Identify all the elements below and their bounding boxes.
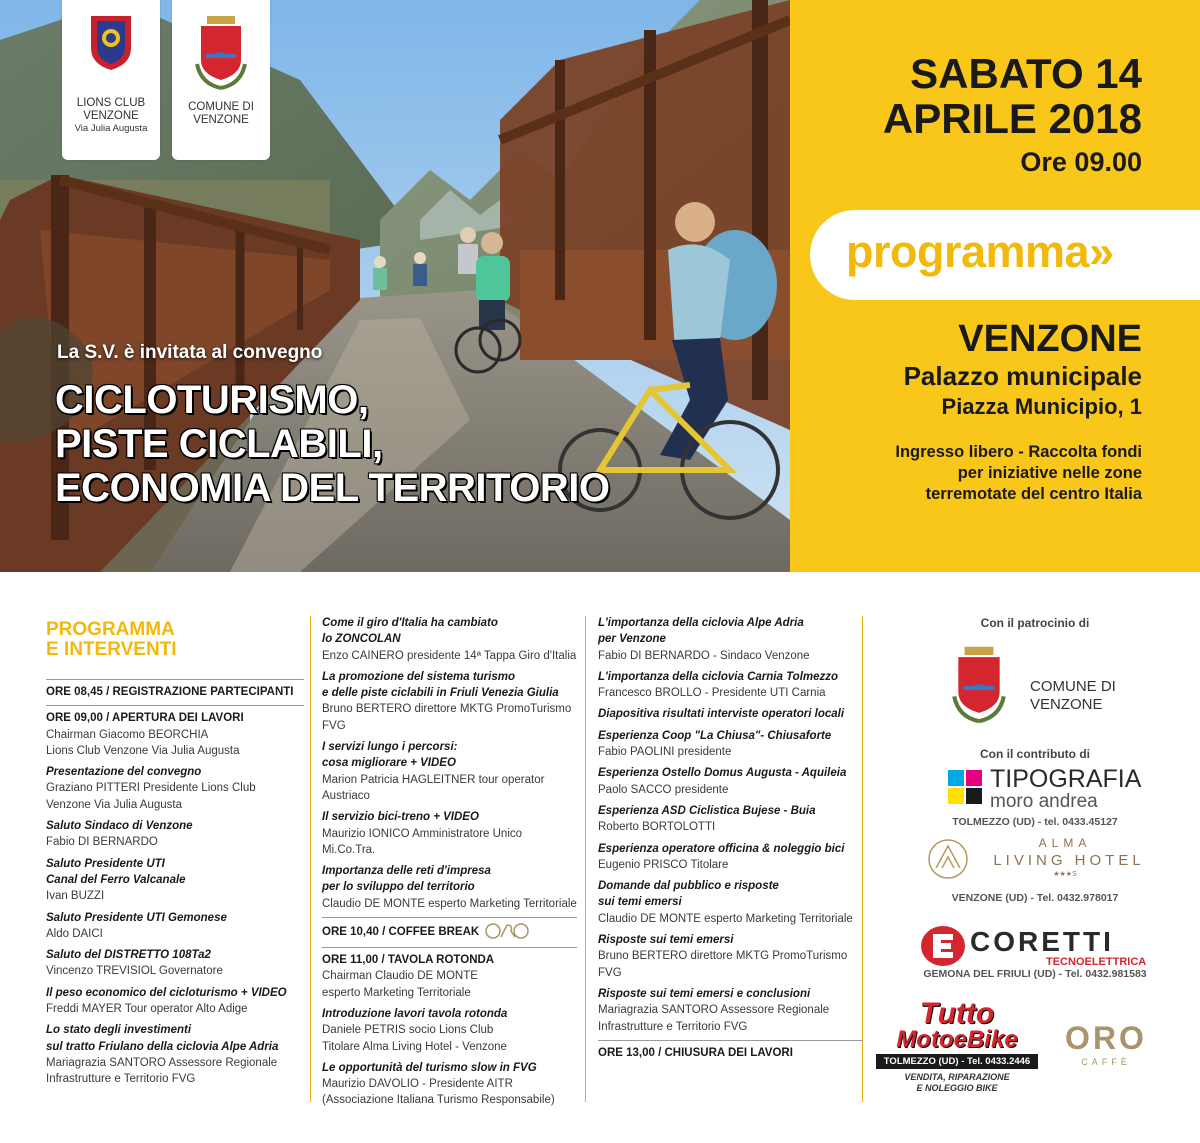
program-item-speaker: Claudio DE MONTE esperto Marketing Territoriale bbox=[598, 912, 853, 925]
program-item-speaker: Infrastrutture e Territorio FVG bbox=[598, 1020, 748, 1033]
program-item-title: Il peso economico del cicloturismo + VIDEO bbox=[46, 986, 287, 999]
program-item-speaker: esperto Marketing Territoriale bbox=[322, 986, 471, 999]
program-item-speaker: Francesco BROLLO - Presidente UTI Carnia bbox=[598, 687, 826, 700]
separator-line bbox=[46, 705, 304, 706]
program-item-title: Esperienza operatore officina & noleggio bici bbox=[598, 842, 845, 855]
tipografia-name: TIPOGRAFIA bbox=[990, 765, 1142, 793]
program-item-title: Introduzione lavori tavola rotonda bbox=[322, 1007, 508, 1020]
program-item bbox=[46, 910, 304, 943]
program-item bbox=[598, 669, 863, 702]
program-item-title: ORE 08,45 / REGISTRAZIONE PARTECIPANTI bbox=[46, 686, 294, 698]
program-item bbox=[598, 841, 863, 874]
sponsor-comune-line-2: VENZONE bbox=[1030, 696, 1103, 713]
program-item-speaker: Graziano PITTERI Presidente Lions Club bbox=[46, 782, 256, 795]
program-item-speaker: Titolare Alma Living Hotel - Venzone bbox=[322, 1040, 507, 1053]
comune-logo bbox=[172, 0, 270, 160]
program-item-title: ORE 10,40 / COFFEE BREAK bbox=[322, 922, 577, 942]
sponsor-comune-line-1: COMUNE DI bbox=[1030, 678, 1116, 695]
coretti-e-icon bbox=[920, 924, 966, 968]
program-item-speaker: Fabio DI BERNARDO bbox=[46, 836, 158, 849]
programma-label: programma» bbox=[846, 226, 1114, 277]
program-column-3 bbox=[598, 615, 863, 1066]
program-item-speaker: Enzo CAINERO presidente 14ª Tappa Giro d'Italia bbox=[322, 649, 577, 662]
program-item-title: Le opportunità del turismo slow in FVG bbox=[322, 1061, 537, 1074]
oro-caffe-icon bbox=[485, 922, 529, 942]
program-item bbox=[322, 739, 577, 804]
oro-name: ORO bbox=[1065, 1020, 1147, 1056]
program-item-speaker: Infrastrutture e Territorio FVG bbox=[46, 1073, 196, 1086]
program-item-speaker: Marion Patricia HAGLEITNER tour operator Austriaco bbox=[322, 773, 545, 802]
lions-club-logo bbox=[62, 0, 160, 160]
program-item-speaker: Ivan BUZZI bbox=[46, 890, 105, 903]
venue-note-line-1: Ingresso libero - Raccolta fondi bbox=[895, 443, 1142, 461]
oro-caffe-logo bbox=[1056, 1020, 1156, 1067]
program-item-title: Saluto Presidente UTI bbox=[46, 857, 165, 870]
patrocinio-caption: Con il patrocinio di bbox=[980, 616, 1090, 630]
title-line-1: CICLOTURISMO, bbox=[55, 378, 369, 422]
program-item bbox=[46, 705, 304, 759]
lions-line1: LIONS CLUB bbox=[76, 97, 146, 109]
program-item bbox=[598, 765, 863, 798]
program-item-title: Esperienza Coop "La Chiusa"- Chiusaforte bbox=[598, 729, 832, 742]
program-item-speaker: Mariagrazia SANTORO Assessore Regionale bbox=[598, 1004, 830, 1017]
invite-line: La S.V. è invitata al convegno bbox=[57, 342, 323, 363]
tutto-line2: MotoeBike bbox=[896, 1026, 1018, 1053]
program-item-title: ORE 09,00 / APERTURA DEI LAVORI bbox=[46, 712, 244, 725]
program-item-speaker: Maurizio IONICO Amministratore Unico Mi.Co.Tra. bbox=[322, 827, 523, 856]
program-item-title: Lo stato degli investimenti bbox=[46, 1024, 192, 1037]
separator-line bbox=[322, 917, 577, 918]
tutto-moto-bike-logo bbox=[876, 997, 1038, 1094]
program-item bbox=[46, 679, 304, 700]
program-item-speaker: Vincenzo TREVISIOL Governatore bbox=[46, 965, 223, 978]
program-item bbox=[598, 1040, 863, 1061]
program-item-title: Esperienza ASD Ciclistica Bujese - Buia bbox=[598, 804, 816, 817]
tutto-line1: Tutto bbox=[919, 997, 995, 1030]
program-item-speaker: Bruno BERTERO direttore MKTG PromoTurismo FVG bbox=[598, 950, 848, 979]
coretti-sub: TECNOELETTRICA bbox=[1046, 956, 1147, 968]
alma-line2: LIVING HOTEL bbox=[993, 852, 1145, 869]
program-item-title: ORE 13,00 / CHIUSURA DEI LAVORI bbox=[598, 1046, 793, 1059]
program-item bbox=[598, 728, 863, 761]
program-item-title: Esperienza Ostello Domus Augusta - Aquileia bbox=[598, 767, 847, 780]
program-item-title: Saluto Presidente UTI Gemonese bbox=[46, 911, 227, 924]
separator-line bbox=[46, 679, 304, 680]
program-item-speaker: (Associazione Italiana Turismo Responsabile) bbox=[322, 1094, 555, 1107]
venue-city: VENZONE bbox=[958, 318, 1142, 360]
program-item-speaker: Lions Club Venzone Via Julia Augusta bbox=[46, 744, 240, 757]
program-item-speaker: Fabio PAOLINI presidente bbox=[598, 746, 732, 759]
lions-line2: VENZONE bbox=[83, 110, 139, 122]
program-item bbox=[322, 615, 577, 664]
program-item-title: cosa migliorare + VIDEO bbox=[322, 757, 456, 770]
tutto-desc-1: VENDITA, RIPARAZIONE bbox=[904, 1072, 1010, 1082]
contributo-caption: Con il contributo di bbox=[980, 747, 1090, 761]
program-item-title: L'importanza della ciclovia Alpe Adria bbox=[598, 617, 804, 629]
lions-shield-icon bbox=[88, 14, 134, 72]
program-item-title: La promozione del sistema turismo bbox=[322, 670, 515, 683]
program-item bbox=[322, 863, 577, 912]
tipografia-sub: moro andrea bbox=[990, 791, 1098, 812]
program-item-speaker: Daniele PETRIS socio Lions Club bbox=[322, 1024, 494, 1037]
date-day: SABATO 14 bbox=[910, 50, 1142, 97]
oro-sub: CAFFÈ bbox=[1081, 1057, 1131, 1067]
separator-line bbox=[322, 947, 577, 948]
program-item bbox=[46, 947, 304, 980]
program-item-title: Saluto Sindaco di Venzone bbox=[46, 820, 193, 833]
conference-title bbox=[55, 378, 609, 510]
program-item bbox=[598, 803, 863, 836]
program-item-speaker: Aldo DAICI bbox=[46, 927, 103, 940]
column-divider bbox=[310, 616, 311, 1102]
program-item bbox=[46, 856, 304, 905]
program-item bbox=[322, 917, 577, 942]
program-item bbox=[598, 878, 863, 927]
program-item-title: sui temi emersi bbox=[598, 896, 682, 909]
program-item-speaker: Chairman Claudio DE MONTE bbox=[322, 970, 478, 983]
program-heading bbox=[46, 620, 177, 660]
comune-crest-icon bbox=[191, 14, 251, 92]
program-item-speaker: Mariagrazia SANTORO Assessore Regionale bbox=[46, 1056, 278, 1069]
alma-address: VENZONE (UD) - Tel. 0432.978017 bbox=[951, 892, 1119, 904]
program-item bbox=[46, 985, 304, 1018]
program-item-speaker: Chairman Giacomo BEORCHIA bbox=[46, 728, 209, 741]
venue-address: Piazza Municipio, 1 bbox=[941, 394, 1142, 419]
sponsors-panel bbox=[870, 612, 1200, 1132]
program-item bbox=[598, 986, 863, 1035]
program-item bbox=[598, 615, 863, 664]
program-item-title: Saluto del DISTRETTO 108Ta2 bbox=[46, 949, 211, 962]
program-item bbox=[46, 764, 304, 813]
program-item-title: Importanza delle reti d'impresa bbox=[322, 865, 491, 878]
comune-crest-icon bbox=[948, 640, 1010, 730]
program-column-2 bbox=[322, 615, 577, 1114]
tutto-address: TOLMEZZO (UD) - Tel. 0433.2446 bbox=[876, 1054, 1038, 1069]
program-item-title: L'importanza della ciclovia Carnia Tolmezzo bbox=[598, 670, 839, 683]
program-item-title: lo ZONCOLAN bbox=[322, 633, 401, 646]
venue-palace: Palazzo municipale bbox=[903, 361, 1142, 391]
tutto-desc-2: E NOLEGGIO BIKE bbox=[916, 1083, 998, 1093]
tipografia-address: TOLMEZZO (UD) - tel. 0433.45127 bbox=[952, 816, 1118, 828]
program-item bbox=[322, 669, 577, 734]
alma-triangle-icon bbox=[926, 838, 970, 880]
separator-line bbox=[598, 1040, 863, 1041]
program-heading-line-1: PROGRAMMA bbox=[46, 619, 175, 640]
program-item-title: e delle piste ciclabili in Friuli Venezia Giulia bbox=[322, 687, 559, 700]
event-date bbox=[883, 52, 1142, 182]
title-line-3: ECONOMIA DEL TERRITORIO bbox=[55, 466, 610, 510]
column-divider bbox=[585, 616, 586, 1102]
program-item-speaker: Fabio DI BERNARDO - Sindaco Venzone bbox=[598, 649, 810, 662]
program-item bbox=[598, 706, 863, 722]
program-item bbox=[322, 1060, 577, 1109]
cmyk-squares-icon bbox=[948, 770, 984, 806]
program-item bbox=[322, 1006, 577, 1055]
program-item bbox=[598, 932, 863, 981]
date-time: Ore 09.00 bbox=[1020, 147, 1142, 177]
program-item bbox=[46, 818, 304, 851]
venue-block bbox=[895, 318, 1142, 505]
comune-line1: COMUNE DI bbox=[188, 101, 254, 113]
program-item-speaker: Bruno BERTERO direttore MKTG PromoTurismo FVG bbox=[322, 703, 572, 732]
program-item bbox=[322, 947, 577, 1001]
program-item-speaker: Eugenio PRISCO Titolare bbox=[598, 858, 729, 871]
program-item-speaker: Venzone Via Julia Augusta bbox=[46, 798, 182, 811]
program-item-title: Risposte sui temi emersi bbox=[598, 934, 734, 947]
program-item-title: per Venzone bbox=[598, 633, 666, 646]
sponsor-comune bbox=[1030, 678, 1116, 714]
program-item-speaker: Roberto BORTOLOTTI bbox=[598, 821, 716, 834]
program-item-title: sul tratto Friulano della ciclovia Alpe Adria bbox=[46, 1040, 279, 1053]
program-item-title: Il servizio bici-treno + VIDEO bbox=[322, 811, 479, 824]
program-item-title: I servizi lungo i percorsi: bbox=[322, 741, 458, 754]
program-item-title: Domande dal pubblico e risposte bbox=[598, 880, 779, 893]
coretti-name: CORETTI bbox=[970, 926, 1114, 957]
program-item-title: per lo sviluppo del territorio bbox=[322, 881, 475, 894]
comune-line2: VENZONE bbox=[193, 114, 249, 126]
alma-line1: ALMA bbox=[1038, 836, 1092, 850]
program-item-title: ORE 11,00 / TAVOLA ROTONDA bbox=[322, 954, 495, 967]
program-item bbox=[46, 1022, 304, 1087]
program-item-title: Come il giro d'Italia ha cambiato bbox=[322, 617, 498, 629]
program-item-speaker: Paolo SACCO presidente bbox=[598, 783, 729, 796]
venue-note-line-2: per iniziative nelle zone bbox=[957, 464, 1142, 482]
program-item-title: Canal del Ferro Valcanale bbox=[46, 873, 186, 886]
program-item-speaker: Freddi MAYER Tour operator Alto Adige bbox=[46, 1003, 248, 1016]
program-item-speaker: Claudio DE MONTE esperto Marketing Territoriale bbox=[322, 897, 577, 910]
coretti-address: GEMONA DEL FRIULI (UD) - Tel. 0432.981583 bbox=[923, 968, 1147, 980]
venue-note bbox=[895, 442, 1142, 505]
venue-note-line-3: terremotate del centro Italia bbox=[925, 485, 1142, 503]
program-item-title: Diapositiva risultati interviste operatori locali bbox=[598, 708, 845, 721]
program-item-title: Presentazione del convegno bbox=[46, 766, 202, 779]
program-item-title: Risposte sui temi emersi e conclusioni bbox=[598, 987, 811, 1000]
lions-line3: Via Julia Augusta bbox=[74, 123, 148, 134]
tipografia-logo bbox=[948, 770, 984, 811]
title-line-2: PISTE CICLABILI, bbox=[55, 422, 383, 466]
program-heading-line-2: E INTERVENTI bbox=[46, 639, 177, 660]
program-column-1 bbox=[46, 676, 304, 1093]
programma-pill bbox=[810, 210, 1200, 300]
program-item-speaker: Maurizio DAVOLIO - Presidente AITR bbox=[322, 1078, 513, 1091]
alma-stars: ★★★S bbox=[1053, 871, 1077, 878]
program-item bbox=[322, 809, 577, 858]
date-month: APRILE 2018 bbox=[882, 95, 1142, 142]
